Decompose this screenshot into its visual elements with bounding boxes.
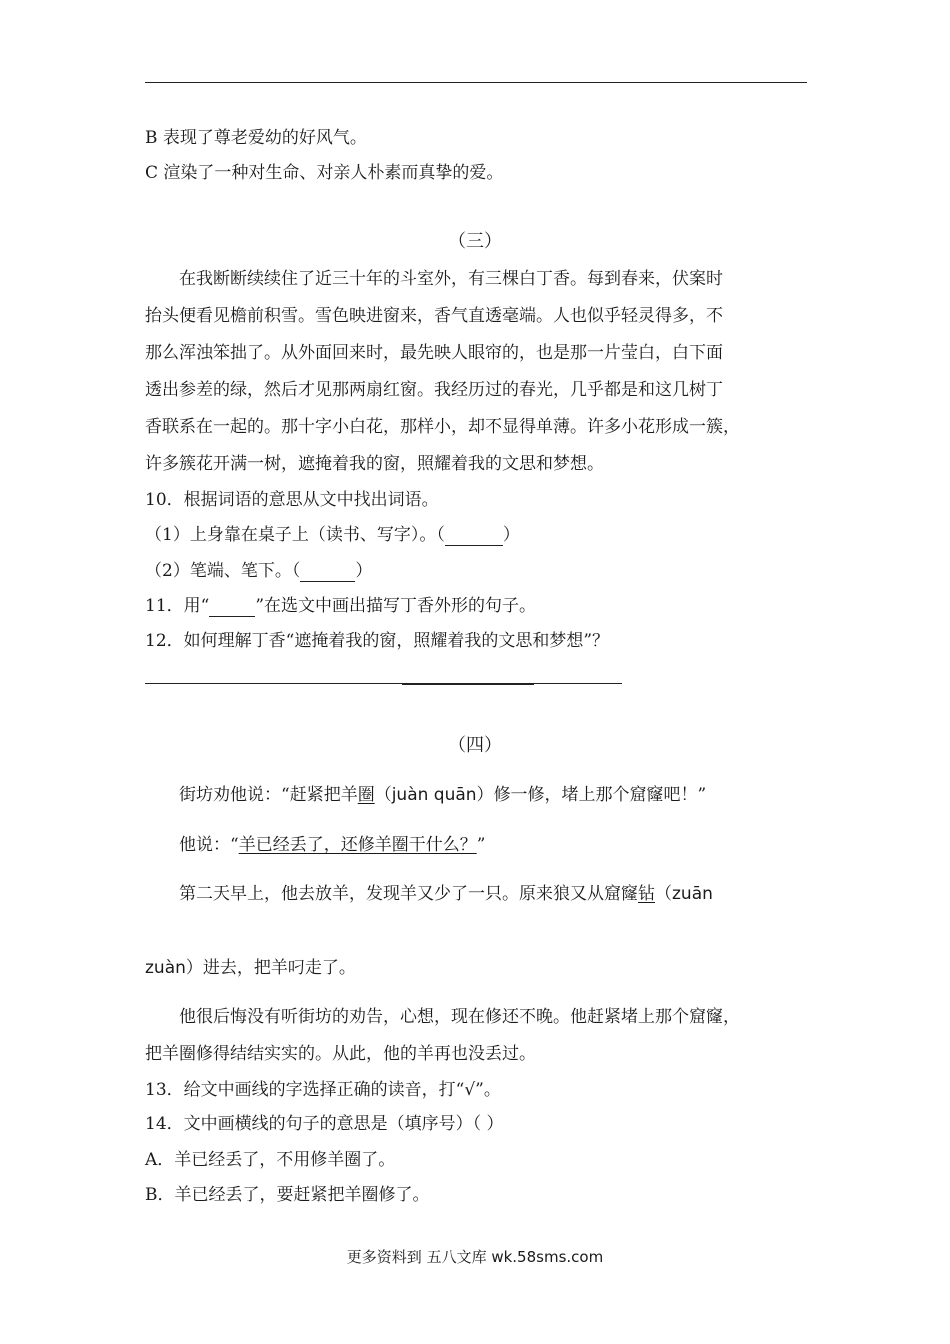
- answer-line[interactable]: [145, 683, 622, 684]
- section4-line-1: 街坊劝他说：“赶紧把羊圈（juàn quān）修一修，堵上那个窟窿吧！”: [179, 785, 707, 805]
- answer-blank: [209, 600, 255, 617]
- section3-para-line: 那么浑浊笨拙了。从外面回来时，最先映人眼帘的，也是那一片莹白，白下面: [145, 343, 723, 363]
- header-rule: [145, 82, 807, 83]
- pinyin-choice[interactable]: （juàn quān）: [374, 785, 494, 805]
- option-c: C 渲染了一种对生命、对亲人朴素而真挚的爱。: [145, 163, 504, 183]
- question-11: 11．用“ ”在选文中画出描写丁香外形的句子。: [145, 596, 537, 616]
- section4-line-2: 他说：“羊已经丢了，还修羊圈干什么？”: [179, 835, 486, 855]
- underlined-sentence: 羊已经丢了，还修羊圈干什么？: [238, 835, 477, 855]
- underlined-char: 钻: [638, 884, 655, 904]
- answer-blank[interactable]: [445, 529, 503, 546]
- section3-title: （三）: [448, 231, 502, 252]
- answer-blank[interactable]: [300, 565, 355, 582]
- section4-line-5: 他很后悔没有听街坊的劝告，心想，现在修还不晚。他赶紧堵上那个窟窿，: [179, 1007, 740, 1027]
- question-14: 14．文中画横线的句子的意思是（填序号）（ ）: [145, 1114, 504, 1134]
- section4-line-3: 第二天早上，他去放羊，发现羊又少了一只。原来狼又从窟窿钻（zuān: [179, 884, 713, 904]
- question-13: 13．给文中画线的字选择正确的读音，打“√”。: [145, 1080, 501, 1100]
- option-b-q14: B．羊已经丢了，要赶紧把羊圈修了。: [145, 1185, 430, 1205]
- option-b: B 表现了尊老爱幼的好风气。: [145, 128, 367, 148]
- section3-para-line: 许多簇花开满一树，遮掩着我的窗，照耀着我的文思和梦想。: [145, 454, 604, 474]
- option-a: A．羊已经丢了，不用修羊圈了。: [145, 1150, 396, 1170]
- answer-line-segment: [402, 683, 534, 685]
- section3-para-line: 透出参差的绿，然后才见那两扇红窗。我经历过的春光，几乎都是和这几树丁: [145, 380, 723, 400]
- section4-line-4: zuàn）进去，把羊叼走了。: [145, 958, 356, 978]
- section4-title: （四）: [448, 735, 502, 756]
- footer-text: 更多资料到 五八文库 wk.58sms.com: [346, 1248, 604, 1266]
- section3-para-line: 在我断断续续住了近三十年的斗室外，有三棵白丁香。每到春来，伏案时: [179, 269, 723, 289]
- pinyin-choice[interactable]: zuàn）: [145, 958, 203, 978]
- section3-para-line: 香联系在一起的。那十字小白花，那样小，却不显得单薄。许多小花形成一簇，: [145, 417, 740, 437]
- question-10-1: （1）上身靠在桌子上（读书、写字）。（ ）: [145, 525, 520, 545]
- underlined-char: 圈: [357, 785, 375, 805]
- section4-line-6: 把羊圈修得结结实实的。从此，他的羊再也没丢过。: [145, 1044, 536, 1064]
- question-12: 12．如何理解丁香“遮掩着我的窗，照耀着我的文思和梦想”？: [145, 631, 610, 651]
- pinyin-choice[interactable]: （zuān: [655, 884, 713, 904]
- question-10-2: （2）笔端、笔下。（ ）: [145, 561, 373, 581]
- section3-para-line: 抬头便看见檐前积雪。雪色映进窗来，香气直透毫端。人也似乎轻灵得多，不: [145, 306, 723, 326]
- question-10: 10．根据词语的意思从文中找出词语。: [145, 490, 439, 510]
